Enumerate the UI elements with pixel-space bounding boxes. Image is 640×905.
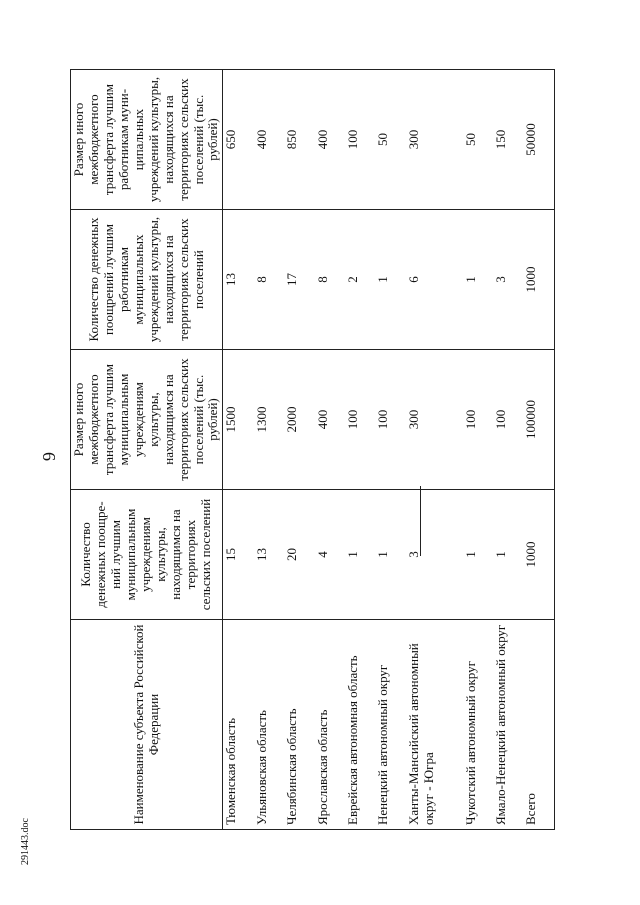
table-row <box>493 70 523 830</box>
worker-transfer-amount: 100 <box>345 70 375 210</box>
table-row <box>284 70 314 830</box>
worker-awards-count: 2 <box>345 210 375 350</box>
institution-awards-count: 13 <box>254 490 284 620</box>
header-institution-transfer-amount: Размер иного межбюджетного трансферта лучшим муниципальным учреждениям культуры, находящимся на территориях сельских поселений (тыс. рублей) <box>71 350 223 490</box>
institution-transfer-amount: 100 <box>463 350 493 490</box>
total-institution-awards-count: 1000 <box>523 490 554 620</box>
institution-awards-count: 15 <box>223 490 254 620</box>
institution-awards-count: 1 <box>463 490 493 620</box>
region-name: Челябинская область <box>284 620 314 830</box>
worker-transfer-amount: 850 <box>284 70 314 210</box>
region-name: Ненецкий автономный округ <box>375 620 405 830</box>
region-name: Ульяновская область <box>254 620 284 830</box>
header-institution-awards-count: Количество денежных поощре-ний лучшим муниципальным учреждениям культуры, находящимся на территориях сельских поселений <box>71 490 223 620</box>
table-total-row <box>523 70 554 830</box>
institution-transfer-amount: 100 <box>375 350 405 490</box>
institution-transfer-amount: 100 <box>345 350 375 490</box>
institution-awards-count: 1 <box>375 490 405 620</box>
institution-transfer-amount: 400 <box>315 350 345 490</box>
table-row <box>375 70 405 830</box>
region-name: Ханты-Мансийский автономный округ - Югра <box>406 620 463 830</box>
institution-awards-count: 4 <box>315 490 345 620</box>
table-row <box>345 70 375 830</box>
institution-awards-count: 1 <box>493 490 523 620</box>
worker-awards-count: 1 <box>375 210 405 350</box>
table-row <box>463 70 493 830</box>
worker-transfer-amount: 150 <box>493 70 523 210</box>
worker-awards-count: 8 <box>315 210 345 350</box>
header-worker-transfer-amount: Размер иного межбюджетного трансферта лучшим работникам муни-ципальных учреждений культуры, находящихся на территориях сельских поселений (тыс. рублей) <box>71 70 223 210</box>
worker-awards-count: 1 <box>463 210 493 350</box>
table-row <box>406 70 463 830</box>
table-row <box>315 70 345 830</box>
worker-transfer-amount: 50 <box>463 70 493 210</box>
institution-transfer-amount: 1300 <box>254 350 284 490</box>
institution-awards-count: 3 <box>406 490 463 620</box>
header-worker-awards-count: Количество денежных поощрений лучшим работникам муниципальных учреждений культуры, находящихся на территориях сельских поселений <box>71 210 223 350</box>
institution-transfer-amount: 2000 <box>284 350 314 490</box>
institution-awards-count: 1 <box>345 490 375 620</box>
institution-transfer-amount: 1500 <box>223 350 254 490</box>
worker-transfer-amount: 650 <box>223 70 254 210</box>
total-label: Всего <box>523 620 554 830</box>
total-institution-transfer-amount: 100000 <box>523 350 554 490</box>
region-name: Чукотский автономный округ <box>463 620 493 830</box>
total-worker-transfer-amount: 50000 <box>523 70 554 210</box>
region-name: Еврейская автономная область <box>345 620 375 830</box>
worker-awards-count: 13 <box>223 210 254 350</box>
transfers-table <box>70 69 555 830</box>
institution-transfer-amount: 100 <box>493 350 523 490</box>
region-name: Ярославская область <box>315 620 345 830</box>
worker-awards-count: 8 <box>254 210 284 350</box>
worker-awards-count: 3 <box>493 210 523 350</box>
region-name: Тюменская область <box>223 620 254 830</box>
page-number: 6 <box>39 452 59 461</box>
worker-transfer-amount: 50 <box>375 70 405 210</box>
worker-transfer-amount: 300 <box>406 70 463 210</box>
table-row <box>223 70 254 830</box>
table-row <box>254 70 284 830</box>
worker-transfer-amount: 400 <box>315 70 345 210</box>
institution-awards-count: 20 <box>284 490 314 620</box>
document-id: 291443.doc <box>19 818 31 865</box>
region-name: Ямало-Ненецкий автономный округ <box>493 620 523 830</box>
table-header-row <box>71 70 223 830</box>
worker-transfer-amount: 400 <box>254 70 284 210</box>
header-region: Наименование субъекта Российской Федерации <box>71 620 223 830</box>
worker-awards-count: 6 <box>406 210 463 350</box>
institution-transfer-amount: 300 <box>406 350 463 490</box>
worker-awards-count: 17 <box>284 210 314 350</box>
transfers-table-container <box>70 70 555 830</box>
total-worker-awards-count: 1000 <box>523 210 554 350</box>
